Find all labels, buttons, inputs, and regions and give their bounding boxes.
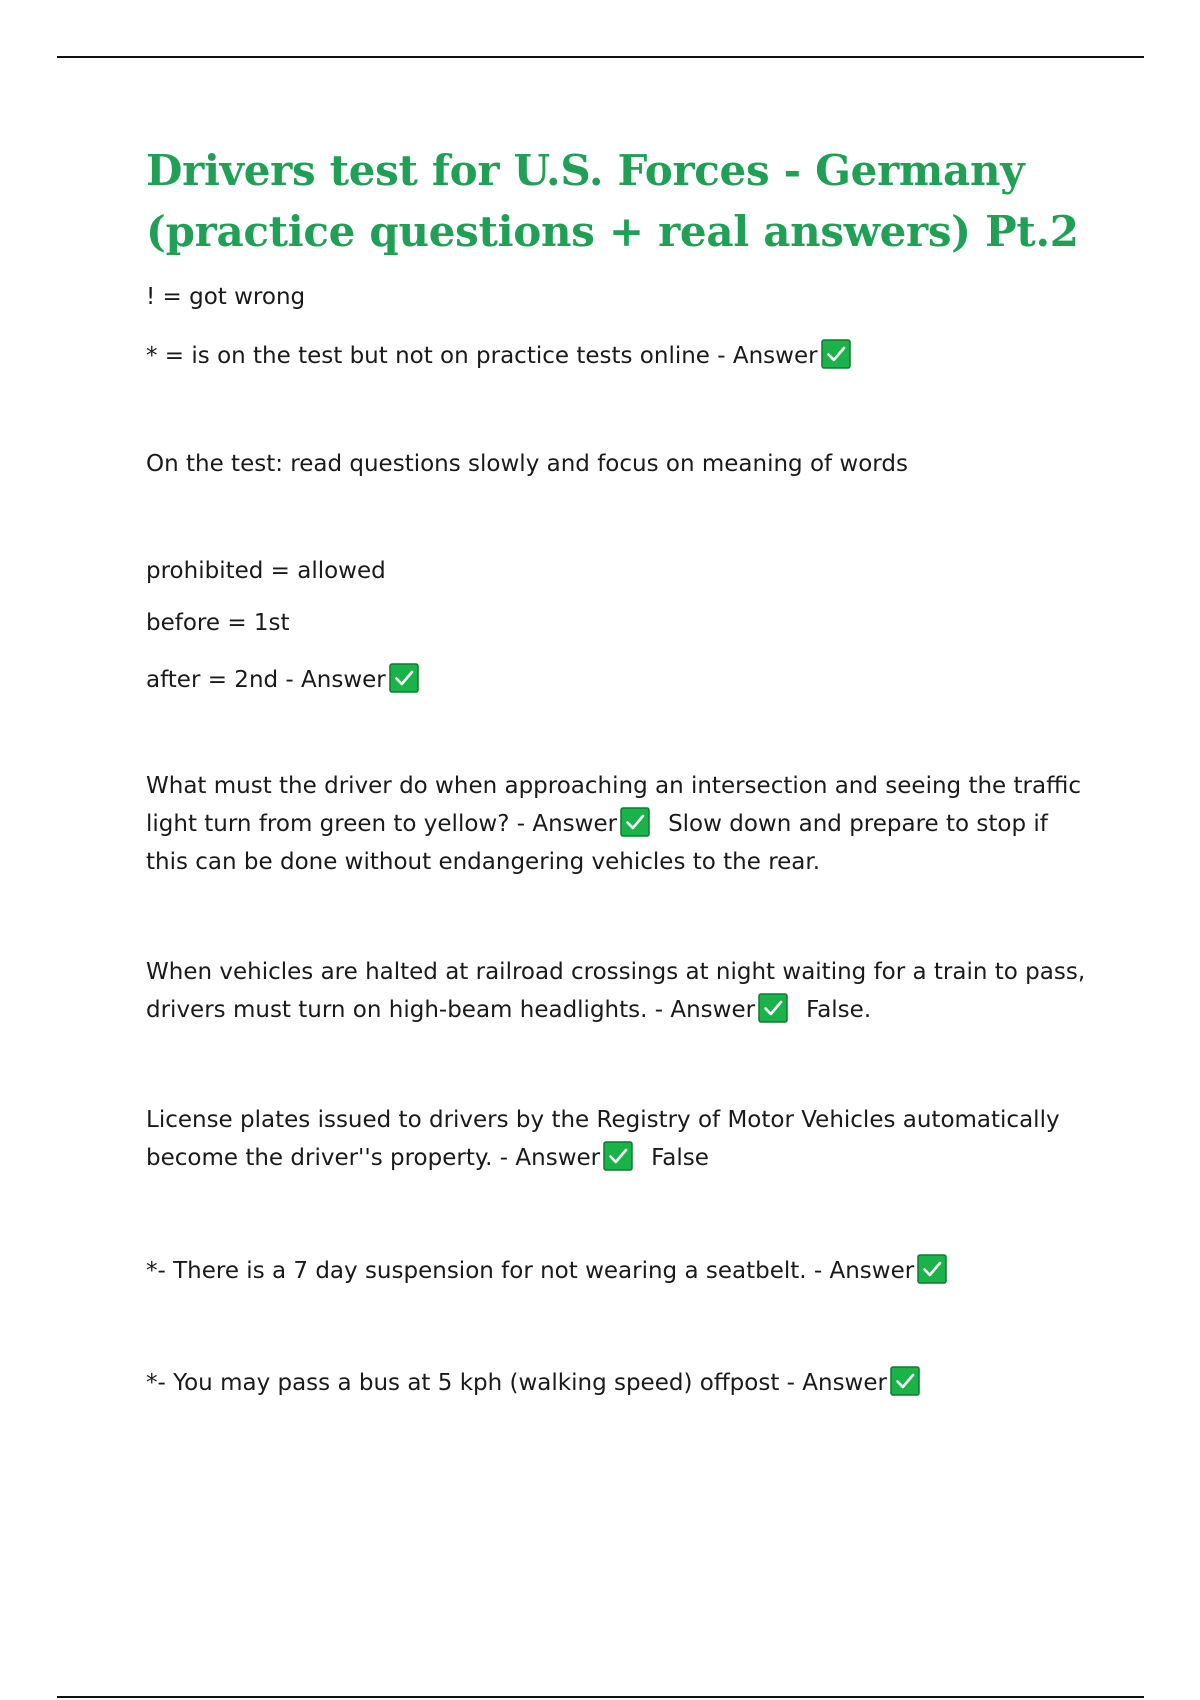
- top-rule: [57, 56, 1144, 58]
- question-text: What must the driver do when approaching an intersection and seeing the traffic light turn from green to yellow? - Answer: [146, 773, 1081, 837]
- question-item: [146, 953, 1086, 1029]
- test-tip-text: On the test: read questions slowly and focus on meaning of words: [146, 451, 908, 477]
- check-mark-icon: [758, 993, 788, 1023]
- legend-got-wrong: [146, 277, 305, 317]
- check-mark-icon: [821, 339, 851, 369]
- answer-text: False: [651, 1145, 709, 1171]
- question-text: When vehicles are halted at railroad crossings at night waiting for a train to pass, drivers must turn on high-beam headlights. - Answer: [146, 959, 1086, 1023]
- definition-before-text: before = 1st: [146, 610, 290, 636]
- check-mark-icon: [890, 1366, 920, 1396]
- question-text: *- You may pass a bus at 5 kph (walking speed) offpost - Answer: [146, 1370, 887, 1396]
- question-text: License plates issued to drivers by the Registry of Motor Vehicles automatically become the driver''s property. - Answer: [146, 1107, 1060, 1171]
- definition-before: [146, 603, 290, 643]
- legend-on-test: [146, 336, 851, 376]
- definition-after: [146, 660, 419, 700]
- legend-got-wrong-text: ! = got wrong: [146, 284, 306, 310]
- check-mark-icon: [603, 1141, 633, 1171]
- question-item: [146, 1363, 920, 1403]
- question-item: [146, 767, 1086, 881]
- check-mark-icon: [620, 807, 650, 837]
- check-mark-icon: [917, 1254, 947, 1284]
- test-tip: [146, 444, 908, 484]
- check-mark-icon: [389, 663, 419, 693]
- answer-text: False.: [806, 997, 872, 1023]
- bottom-rule: [57, 1696, 1144, 1698]
- question-text: *- There is a 7 day suspension for not wearing a seatbelt. - Answer: [146, 1258, 915, 1284]
- definition-after-text: after = 2nd - Answer: [146, 667, 386, 693]
- answer-text: Slow down and prepare to stop if this can be done without endangering vehicles to the rear.: [146, 811, 1048, 875]
- page-title: Drivers test for U.S. Forces - Germany (practice questions + real answers) Pt.2: [146, 146, 1079, 256]
- question-item: [146, 1101, 1086, 1177]
- definition-prohibited-text: prohibited = allowed: [146, 558, 386, 584]
- definition-prohibited: [146, 551, 386, 591]
- question-item: [146, 1251, 947, 1291]
- legend-on-test-text: * = is on the test but not on practice tests online - Answer: [146, 343, 818, 369]
